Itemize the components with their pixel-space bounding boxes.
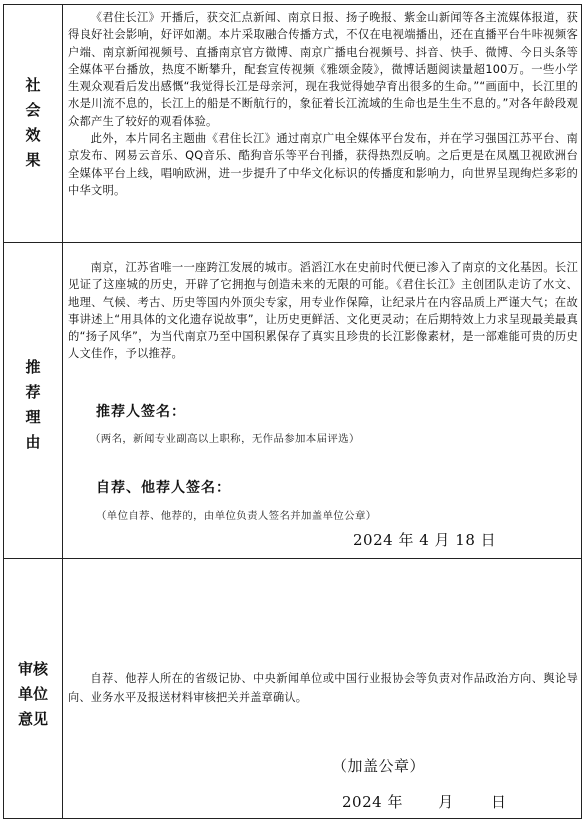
social-effect-label-char: 果 — [25, 151, 41, 169]
recommendation-label-char: 荐 — [25, 383, 41, 401]
review-date-day: 日 — [491, 793, 507, 811]
recommendation-content — [68, 259, 578, 363]
self-recommender-signature-label: 自荐、他荐人签名： — [96, 480, 231, 496]
social-effect-label — [4, 73, 62, 173]
recommender-signature-note: （两名，新闻专业副高以上职称，无作品参加本届评选） — [90, 433, 360, 445]
review-date-year: 2024 年 — [342, 793, 403, 811]
review-instruction: 自荐、他荐人所在的省级记协、中央新闻单位或中国行业报协会等负责对作品政治方向、舆论导向、业务水平及报送材料审核把关并盖章确认。 — [68, 672, 578, 704]
review-label-line: 单位 — [17, 685, 48, 703]
recommendation-paragraph: 南京，江苏省唯一一座跨江发展的城市。滔滔江水在史前时代便已渗入了南京的文化基因。长江见证了这座城的历史，开辟了它拥抱与创造未来的无限的可能。《君住长江》主创团队走访了水文、地理、气候、考古、历史等国内外顶尖专家，用专业作保障，让纪录片在内容品质上严谨大气；在故事讲述上“用具体的文化遗存说故事”，让历史更鲜活、文化更灵动；在后期特效上力求呈现最美最真的“扬子风华”，为当代南京乃至中国积累保存了真实且珍贵的长江影像素材，是一部难能可贵的历史人文佳作，予以推荐。 — [68, 261, 578, 361]
social-effect-paragraph-1: 《君住长江》开播后，获交汇点新闻、南京日报、扬子晚报、紫金山新闻等各主流媒体报道，获得良好社会影响，好评如潮。本片采取融合传播方式，不仅在电视端播出，还在直播平台牛咔视频客户端、南京新闻视频号、直播南京官方微博、南京广播电台视频号、抖音、快手、微博、今日头条等全媒体平台播放，热度不断攀升，配套宣传视频《雅颂金陵》，微博话题阅读量超100万。一些小学生观众观看后发出感慨“我觉得长江是母亲河，现在我觉得她孕育出很多的生命。”“画面中，长江里的水是川流不息的，长江上的船是不断航行的，象征着长江流域的生命也是生生不息的。”对各年龄段观众都产生了较好的观看体验。 — [68, 11, 578, 128]
review-date-month: 月 — [438, 793, 454, 811]
social-effect-paragraph-2: 此外，本片同名主题曲《君住长江》通过南京广电全媒体平台发布，并在学习强国江苏平台、南京发布、网易云音乐、QQ音乐、酷狗音乐等平台刊播，获得热烈反响。之后更是在凤凰卫视欧洲台全媒体平台上线，唱响欧洲，进一步提升了中华文化标识的传播度和影响力，向世界呈现绚烂多彩的中华文明。 — [68, 132, 578, 197]
social-effect-content — [68, 9, 578, 199]
recommendation-date: 2024 年 4 月 18 日 — [353, 531, 497, 549]
self-recommender-signature-note: （单位自荐、他荐的，由单位负责人签名并加盖单位公章） — [96, 510, 377, 522]
recommendation-label-char: 由 — [25, 433, 41, 451]
recommender-signature-label: 推荐人签名： — [96, 404, 186, 420]
recommendation-label-char: 推 — [25, 358, 41, 376]
evaluation-form-table — [3, 4, 582, 819]
social-effect-label-char: 社 — [25, 76, 41, 94]
column-divider — [62, 5, 63, 818]
review-label-line: 意见 — [17, 710, 48, 728]
row-divider-2 — [4, 558, 581, 559]
review-label-line: 审核 — [17, 660, 48, 678]
social-effect-label-char: 会 — [25, 101, 41, 119]
social-effect-label-char: 效 — [25, 126, 41, 144]
review-seal-note: （加盖公章） — [332, 757, 426, 775]
review-content — [68, 669, 578, 707]
recommendation-label-char: 理 — [25, 408, 41, 426]
review-date — [342, 791, 512, 812]
recommendation-label — [4, 355, 62, 455]
row-divider-1 — [4, 242, 581, 243]
review-label — [4, 657, 62, 732]
